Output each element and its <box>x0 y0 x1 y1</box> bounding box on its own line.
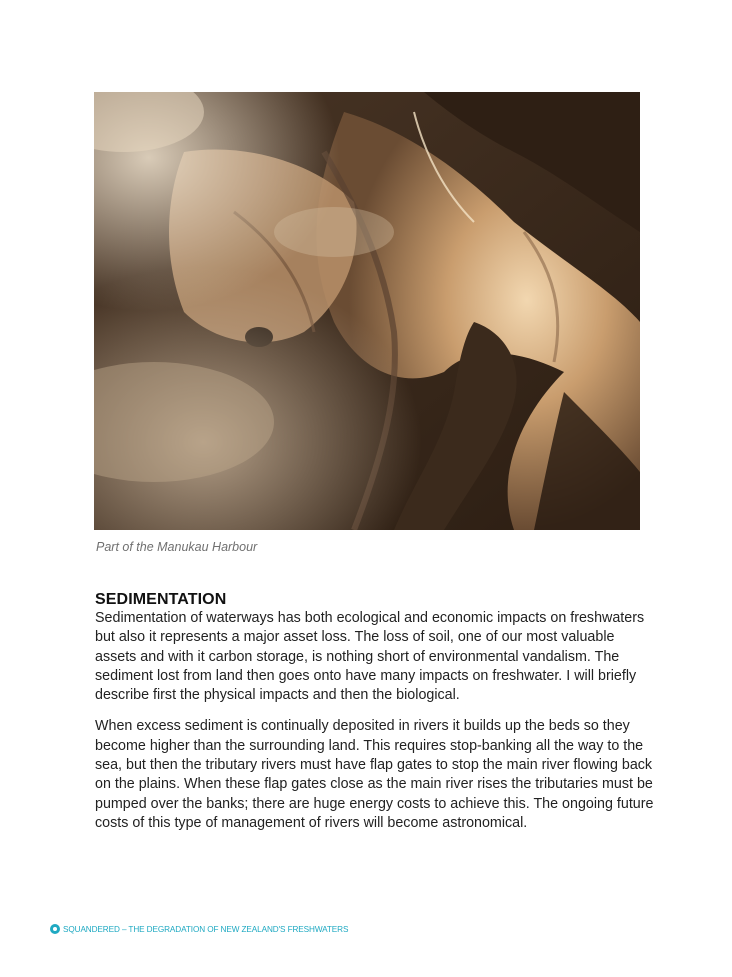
footer-title: SQUANDERED – THE DEGRADATION OF NEW ZEALAND'S FRESHWATERS <box>63 924 349 934</box>
harbour-aerial-photo <box>94 92 640 530</box>
harbour-aerial-illustration <box>94 92 640 530</box>
sedimentation-section <box>95 590 655 845</box>
body-paragraph-2: When excess sediment is continually deposited in rivers it builds up the beds so they become higher than the surrounding land. This requires stop-banking all the way to the sea, but then the tributary rivers must have flap gates to stop the main river flowing back on the plains. When these flap gates close as the main river rises the tributaries must be pumped over the banks; there are huge energy costs to achieve this. The ongoing future costs of this type of management of rivers will become astronomical. <box>95 718 654 831</box>
photo-caption: Part of the Manukau Harbour <box>96 540 258 554</box>
body-paragraph-1: Sedimentation of waterways has both ecological and economic impacts on freshwaters but also it represents a major asset loss. The loss of soil, one of our most valuable assets and with it carbon storage, is nothing short of environmental vandalism. The sediment lost from land then goes onto have many impacts on freshwater. I will briefly describe first the physical impacts and then the biological. <box>95 610 645 704</box>
section-heading: SEDIMENTATION <box>95 591 227 608</box>
page-footer <box>50 923 348 935</box>
circle-logo-icon <box>50 924 60 934</box>
